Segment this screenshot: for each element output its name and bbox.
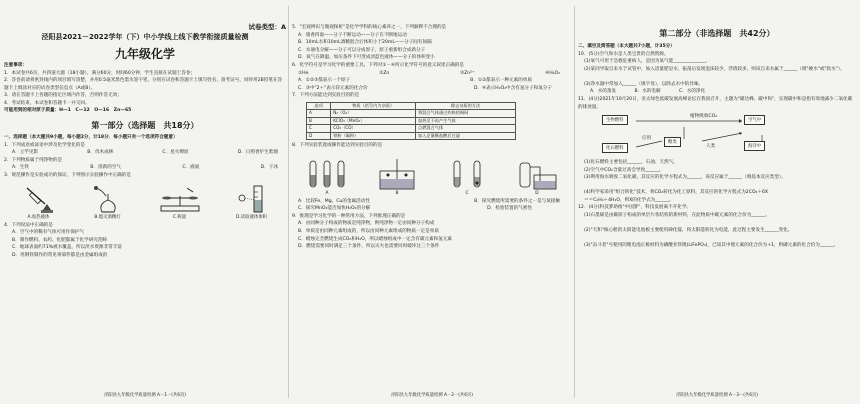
part-1-heading: 第一部分（选择题 共18分） [91,120,199,130]
table-row [307,132,516,139]
q8-figure-b [374,157,420,196]
table-cell: 加热至不再产生气体 [416,117,516,124]
notes-title: 注意事项： [4,63,27,68]
q9-option-c: C．蜡烛完全燃烧生成CO₂和H₂O，所以蜡烛组成中一定含有碳元素和氢元素 [298,236,453,242]
question-10: 10．(5分)空气和水是人类宝贵的自然资源。 [578,51,669,57]
question-1: 1．下列成语或谚语中涉及化学变化的是 [4,142,86,148]
q4-option-c: C．地球表面约71%被水覆盖，所以淡水资源非常丰富 [12,245,122,251]
q2-option-d: D．干冰 [260,165,278,171]
q8-label-b: B [395,190,399,196]
q11-item-4-equation: ＝＝C₂H₄＋4H₂O，则X的化学式为______。 [584,197,674,203]
q6-option-b: B．①②都表示一种元素的单质 [470,78,532,84]
q3-label-b: B.熄灭酒精灯 [94,214,121,220]
q5-option-d: D．氧气在降温、加压条件下可变成淡蓝色液体——分子的体积变小 [298,55,435,61]
section-1: 一、选择题（本大题共9小题，每小题2分，计18分．每小题只有一个选项符合题意） [4,134,178,140]
catalyst-tubes-icon [444,157,490,191]
q5-option-b: B．10mL水和10mL酒精混合后体积小于20mL——分子间有间隔 [298,40,432,46]
label-plant-absorb: 植物吸收CO₂ [690,113,718,119]
q6-symbol-3: ③Zn²⁺ [459,70,475,76]
q8-label-c: C [465,190,469,196]
box-sugar: 糖类 [664,137,681,147]
q3-figure-b [88,184,128,220]
q9-option-a: A．由同种分子构成的物质是纯净物，则纯净物一定由同种分子构成 [298,221,435,227]
label-human: 人类 [706,143,716,149]
exam-type: 试卷类型：A [248,23,286,31]
page-3 [578,0,856,404]
q5-option-c: C．水通电分解——分子可以分成原子，原子重新组合成新分子 [298,47,426,53]
table-header-cell: 选项 [307,102,331,109]
label-apply: 应用 [642,135,652,141]
q12-item-3: (3)"奋斗者"号使用的锂电池正极材料为磷酸亚铁锂(LiFePO₄)，已知其中锂元素的化合价为+1，则磷元素的化合价为______。 [584,242,839,248]
table-cell: C [307,125,331,132]
page-1-footer: 泾阳县九年级化学质量检测 A－1－(共6页) [104,393,186,398]
box-bio-fuel: 生物燃料 [602,115,628,125]
q3-label-c: C.称量 [172,214,187,220]
q7-table [306,102,516,140]
combustion-beaker-icon [374,157,420,191]
q1-option-c: C．星火燎原 [162,150,189,156]
graduated-cylinder-icon [232,184,272,214]
table-row [307,117,516,124]
q11-item-2: (2)空气中CO₂含量过高会导致______。 [584,167,664,173]
table-cell: 铁粉（碳粉） [331,132,416,139]
table-cell: A [307,110,331,117]
box-fossil-fuel: 化石燃料 [602,143,628,153]
q9-option-b: B．单质是由同种元素组成的，所以由同种元素组成的物质一定是单质 [298,228,439,234]
question-3: 3．规范操作是实验成功的保证，下列图示实验操作中正确的是 [4,172,131,178]
q3-label-a: A.加热液体 [27,214,50,220]
q3-label-d: D.读取液体体积 [235,214,268,220]
question-9: 9．推理是学习化学的一种常用方法，下列推理正确的是 [292,213,406,219]
q8-figures [292,152,572,196]
q11-item-3: (3)利用海水吸收二氧化碳，其反应的化学方程式为______，该反应属于______（填基本反应类型）。 [584,175,786,181]
table-row [307,125,516,132]
question-6: 6．化学符号是学习化学的重要工具，下列对①－④所示化学符号的意义叙述正确的是 [292,62,464,68]
q8-option-c: C．探究MnO₂能否加快H₂O₂的分解 [298,206,371,212]
q12-item-1: (1)石墨烯是由碳原子构成的单层片状结构的新材料，在此物质中碳元素的化合价为______。 [584,212,770,218]
question-8: 8．下列实验装置或操作能达到实验目的的是 [292,142,383,148]
table-cell: KClO₃（MnO₂） [331,117,416,124]
q10-item-1: (1)氧气可用于急救危重病人，是因为氧气能______________。 [584,59,710,65]
page-3-footer: 泾阳县九年级化学质量检测 A－3－(共6页) [676,393,758,398]
q11-item-1: (1)化石燃料主要包括______、石油、天然气。 [584,159,678,165]
extinguish-lamp-icon [88,184,128,214]
table-header-cell: 物质（括号内为杂质） [331,102,416,109]
page-1 [4,0,286,404]
q1-option-a: A．立竿见影 [12,150,39,156]
q8-figure-a [304,157,350,196]
atomic-masses: 可能用到的相对原子质量：H—1 C—12 O—16 Zn—65 [4,108,132,114]
q3-figure-c [157,184,203,220]
q4-option-b: B．制作燃料、农药、化肥都属于化学研究范畴 [12,237,108,243]
q6-option-c: C．③中"2＋"表示锌元素的化合价 [298,85,368,91]
question-7: 7．下列方法能达到实验目的的是 [292,93,360,99]
page-2 [292,0,572,404]
q8-option-a: A．比较Fe、Mg、Cu的金属活动性 [298,198,370,204]
q8-option-d: D．检验装置的气密性 [487,206,532,212]
q10-options: A．水的蒸发 B．水的电解 C．水的净化 [590,89,706,95]
q1-option-b: B．伐木成林 [87,150,114,156]
question-12: 12．(4分)科技梦助推"中国梦"，科技发展离不开化学。 [578,205,692,211]
exam-grade: 九年级化学 [114,47,175,61]
q6-option-d: D．④表示H₂O₂中含有氢分子和氧分子 [473,85,552,91]
table-row [307,110,516,117]
question-2: 2．下列物质属于纯净物的是 [4,157,63,163]
balance-icon [157,184,203,214]
q8-figure-c [444,157,490,196]
q8-figure-d [514,157,560,196]
q11-item-4: (4)科学家采用"组合转化"技术，将CO₂转化为化工原料，其反应的化学方程式为2CO₂＋6X [584,190,769,196]
page-2-footer: 泾阳县九年级化学质量检测 A－2－(共6页) [391,393,473,398]
note-4: 4．考试结束，本试卷和答题卡一并交回。 [4,100,90,106]
airtightness-icon [514,157,560,191]
q6-symbol-1: ①He [298,70,309,76]
column-divider [288,6,289,398]
carbon-cycle-diagram [602,113,802,157]
table-cell: 加入足量稀盐酸后过滤 [416,132,516,139]
table-cell: 点燃混合气体 [416,125,516,132]
note-2: 2．答卷前请将密封线内的项目填写清楚，并用0.5毫米黑色墨水签字笔，分别在试卷和答题卡上填写姓名、准考证号，同时用2B铅笔在答题卡上填涂对应的试卷类型信息点（A或B）。 [4,78,283,91]
q8-label-a: A [325,190,329,196]
box-sea: 海洋中 [744,141,765,151]
q3-figures [4,182,286,220]
table-header-row [307,102,516,109]
q8-option-b: B．探究燃烧所需要的条件之一是与氧接触 [474,198,560,204]
section-2: 二、填空及简答题（本大题共7小题，计35分） [578,44,675,49]
question-4: 4．下列说法中正确的是 [4,222,53,228]
table-header-cell: 除去杂质的方法 [416,102,516,109]
q6-symbol-4: ④H₂O₂ [545,70,560,76]
test-tubes-icon [304,157,350,191]
q3-figure-a [19,184,59,220]
heating-liquid-icon [19,184,59,214]
question-5: 5．"宏观辨识与微观探析"是化学学科的核心素养之一，下列解释不合理的是 [292,25,447,30]
q4-option-d: D．用钢铁制作的常见零部件都是由金属组成的 [12,252,108,258]
table-cell: N₂（O₂） [331,110,416,117]
q10-item-3: (3)净水器中常加入______（填字母），以除去水中的异味。 [584,81,704,87]
q6-option-a: A．①②③都表示一个原子 [298,78,351,84]
q9-option-d: D．燃烧需要同时满足三个条件，所以灭火也需要同时破坏这三个条件 [298,244,440,250]
column-divider [574,6,575,398]
exam-title: 泾阳县2021－2022学年（下）中小学线上线下教学衔接质量检测 [41,33,249,41]
box-air: 空气中 [744,115,765,125]
note-3: 3．请在答题卡上各题的指定区域内作答，否则作答无效； [4,93,122,99]
table-cell: D [307,132,331,139]
q1-option-d: D．日照香炉生紫烟 [237,150,278,156]
q5-option-a: A．墙香四溢——分子不断运动——分子在不断地运动 [298,32,407,38]
q6-symbol-2: ②Zn [379,70,390,76]
q2-option-a: A．生铁 [12,165,29,171]
table-cell: B [307,117,331,124]
q3-figure-d [232,184,272,220]
table-cell: 将混合气体通过灼热的铜网 [416,110,516,117]
q8-label-d: D [535,190,539,196]
note-1: 1．本试卷共6页，共四道大题（18小题），满分60分，时间60分钟，学生直接在试题上答卷； [4,70,196,76]
q4-option-a: A．空气中的稀有气体可用作保护气 [12,230,85,236]
question-11: 11．(4分)2021年10月20日，亚太绿色低碳发展高峰论坛在我国召开，主题为"碳达峰、碳中和"，实现碳中和是指有效地减少二氧化碳的排放量。 [578,96,853,110]
part-2-heading: 第二部分（非选择题 共42分） [659,29,775,38]
q2-option-b: B．清新的空气 [90,165,121,171]
q2-option-c: C．液氮 [182,165,200,171]
q10-item-2: (2)某同学取自来水于试管中，加入适量肥皂水，振荡后发现泡沫较少，浮渣较多，则该自来水属于______（填"硬水"或"软水"）。 [584,66,845,72]
q12-item-2: (2)"天和"核心舱的太阳能电池板主要使用砷化镓，将太阳能转化为电能，此过程主要发生______变化。 [584,227,793,233]
table-cell: CO₂（CO） [331,125,416,132]
